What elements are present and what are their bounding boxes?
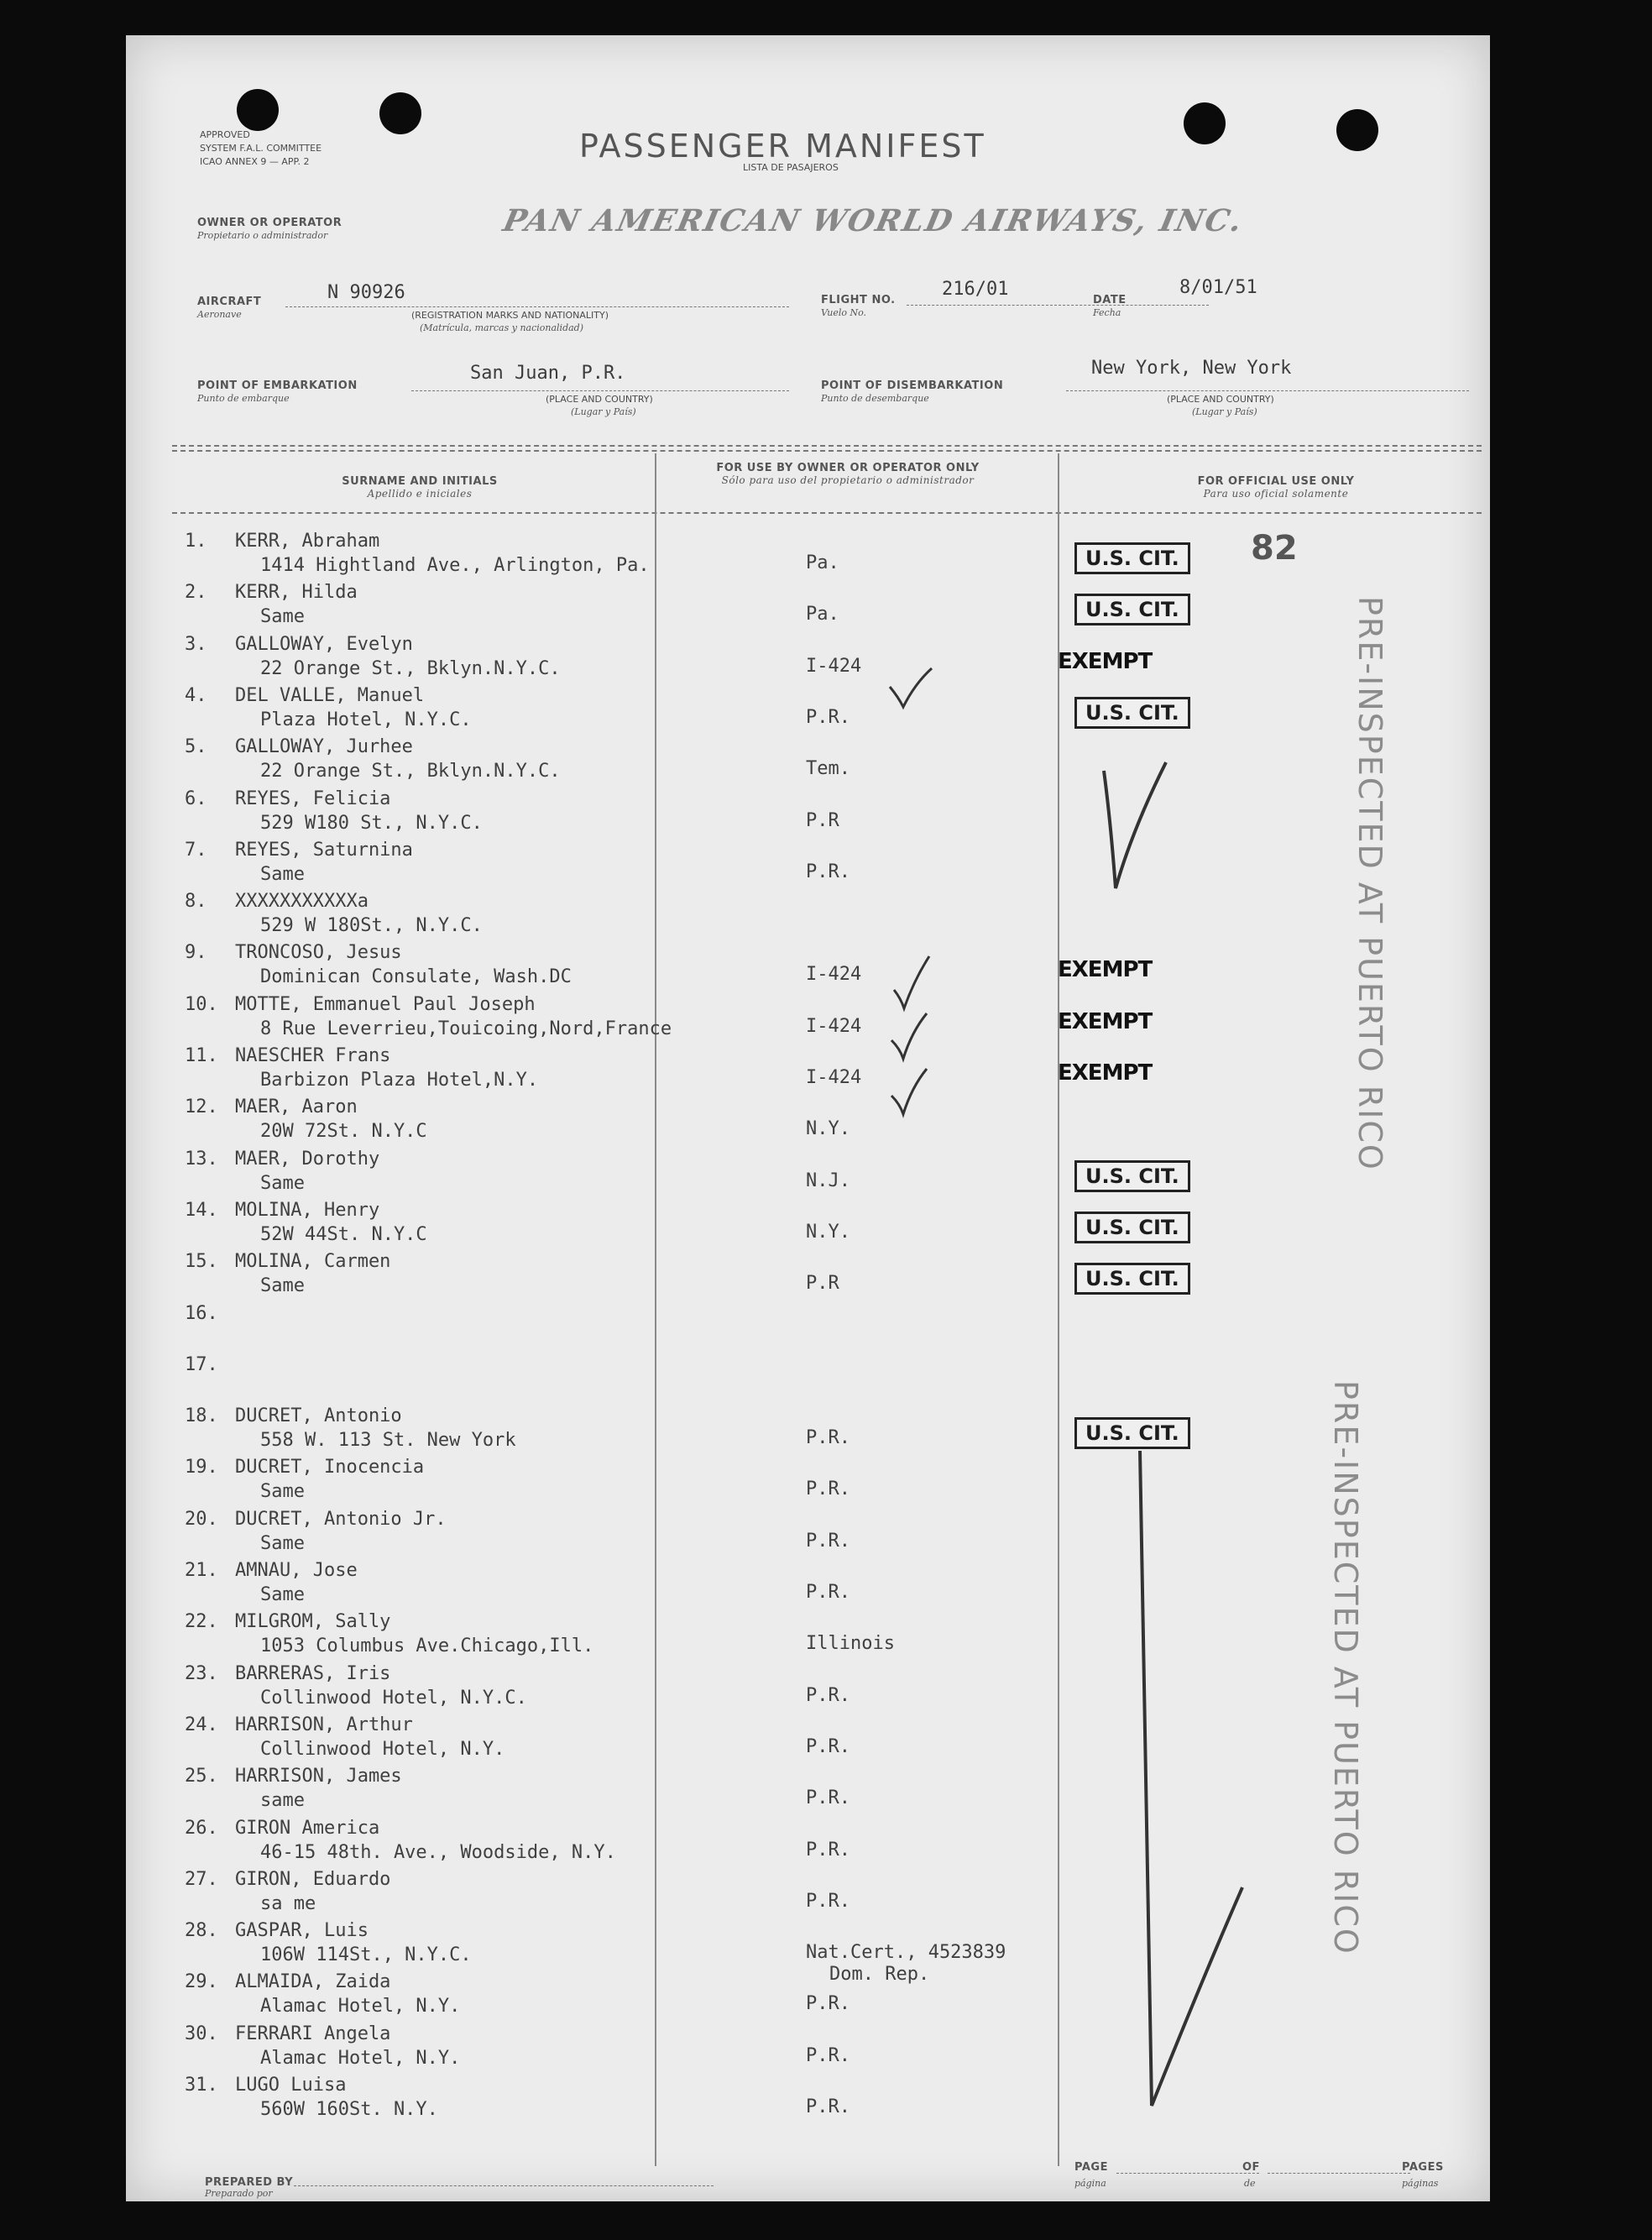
embark-label: POINT OF EMBARKATION: [197, 379, 358, 392]
of-label-es: de: [1244, 2178, 1256, 2189]
passenger-address: 8 Rue Leverrieu,Touicoing,Nord,France: [260, 1018, 672, 1039]
passenger-address: 558 W. 113 St. New York: [260, 1430, 516, 1452]
manifest-sheet: [126, 35, 1490, 2201]
row-number: 22.: [185, 1611, 218, 1633]
passenger-address: 22 Orange St., Bklyn.N.Y.C.: [260, 657, 561, 679]
passenger-name: DUCRET, Antonio: [235, 1405, 402, 1427]
prepared-label: PREPARED BY: [205, 2176, 294, 2189]
disembark-value: New York, New York: [1091, 358, 1292, 379]
operator-note: P.R.: [806, 1993, 850, 2015]
passenger-name: TRONCOSO, Jesus: [235, 942, 402, 964]
disembark-label-es: Punto de desembarque: [821, 393, 929, 404]
operator-note: P.R.: [806, 1890, 850, 1912]
passenger-name: GASPAR, Luis: [235, 1920, 369, 1942]
embark-label-es: Punto de embarque: [197, 393, 290, 404]
operator-note: N.Y.: [806, 1118, 850, 1140]
row-number: 27.: [185, 1868, 218, 1890]
passenger-address: Alamac Hotel, N.Y.: [260, 1996, 461, 2018]
row-number: 30.: [185, 2023, 218, 2044]
embark-place-caption: (PLACE AND COUNTRY): [546, 394, 653, 405]
row-number: 29.: [185, 1971, 218, 1993]
passenger-address: Same: [260, 1481, 305, 1503]
passenger-address: 1053 Columbus Ave.Chicago,Ill.: [260, 1636, 594, 1657]
passenger-address: sa me: [260, 1892, 316, 1914]
passenger-name: HARRISON, Arthur: [235, 1714, 413, 1735]
operator-note: Nat.Cert., 4523839: [806, 1942, 1006, 1964]
row-number: 25.: [185, 1766, 218, 1787]
row-number: 21.: [185, 1560, 218, 1581]
disembark-label: POINT OF DISEMBARKATION: [821, 379, 1004, 392]
passenger-name: DEL VALLE, Manuel: [235, 684, 425, 706]
pre-inspected-stamp-bottom: PRE-INSPECTED AT PUERTO RICO: [1327, 1380, 1364, 1955]
row-number: 6.: [185, 788, 207, 809]
row-number: 17.: [185, 1353, 218, 1375]
registration-caption: (REGISTRATION MARKS AND NATIONALITY): [411, 310, 609, 321]
row-number: 24.: [185, 1714, 218, 1735]
pages-label-es: páginas: [1402, 2178, 1439, 2189]
operator-note: P.R.: [806, 861, 850, 882]
passenger-name: MOLINA, Carmen: [235, 1251, 391, 1273]
operator-note: N.Y.: [806, 1221, 850, 1243]
operator-note: P.R.: [806, 2096, 850, 2117]
date-label: DATE: [1093, 294, 1127, 306]
us-citizen-stamp: U.S. CIT.: [1074, 1160, 1190, 1192]
aircraft-value: N 90926: [327, 282, 405, 303]
approval-line-1: APPROVED: [200, 129, 250, 140]
passenger-name: GALLOWAY, Jurhee: [235, 736, 413, 758]
passenger-address: Alamac Hotel, N.Y.: [260, 2047, 461, 2069]
row-number: 11.: [185, 1045, 218, 1066]
passenger-name: KERR, Hilda: [235, 582, 358, 604]
approval-line-3: ICAO ANNEX 9 — APP. 2: [200, 156, 310, 167]
operator-note: Tem.: [806, 758, 850, 780]
operator-note: P.R.: [806, 1787, 850, 1809]
passenger-name: MOLINA, Henry: [235, 1199, 380, 1221]
disembark-place-caption-es: (Lugar y País): [1192, 406, 1257, 417]
form-title: PASSENGER MANIFEST: [579, 128, 986, 165]
row-number: 14.: [185, 1199, 218, 1221]
exempt-stamp: EXEMPT: [1058, 1008, 1153, 1034]
passenger-name: DUCRET, Antonio Jr.: [235, 1508, 447, 1530]
aircraft-label-es: Aeronave: [197, 309, 242, 320]
passenger-address: Same: [260, 1584, 305, 1605]
passenger-address: Same: [260, 1275, 305, 1297]
operator-note: P.R: [806, 1273, 839, 1295]
us-citizen-stamp: U.S. CIT.: [1074, 594, 1190, 625]
passenger-name: REYES, Saturnina: [235, 839, 413, 861]
col3-header: FOR OFFICIAL USE ONLY Para uso oficial solamente: [1197, 475, 1355, 500]
row-number: 20.: [185, 1508, 218, 1530]
exempt-stamp: EXEMPT: [1058, 957, 1153, 983]
passenger-name: KERR, Abraham: [235, 531, 380, 552]
passenger-address: 22 Orange St., Bklyn.N.Y.C.: [260, 761, 561, 782]
col2-header: FOR USE BY OWNER OR OPERATOR ONLY Sólo para uso del propietario o administrador: [716, 462, 980, 486]
passenger-address: 52W 44St. N.Y.C: [260, 1223, 427, 1245]
passenger-name: MAER, Aaron: [235, 1096, 358, 1118]
passenger-address: 529 W180 St., N.Y.C.: [260, 812, 483, 834]
row-number: 18.: [185, 1405, 218, 1427]
pages-label: PAGES: [1402, 2161, 1444, 2174]
owner-value: PAN AMERICAN WORLD AIRWAYS, INC.: [499, 203, 1247, 238]
row-number: 5.: [185, 736, 207, 758]
col1-header: SURNAME AND INITIALS Apellido e iniciales: [342, 475, 498, 500]
approval-line-2: SYSTEM F.A.L. COMMITTEE: [200, 143, 322, 154]
registration-caption-es: (Matrícula, marcas y nacionalidad): [420, 322, 583, 333]
operator-note: P.R.: [806, 1735, 850, 1757]
row-number: 15.: [185, 1251, 218, 1273]
operator-note-2: Dom. Rep.: [829, 1964, 930, 1986]
disembark-place-caption: (PLACE AND COUNTRY): [1167, 394, 1274, 405]
passenger-address: Barbizon Plaza Hotel,N.Y.: [260, 1070, 539, 1091]
flight-label-es: Vuelo No.: [821, 307, 867, 318]
passenger-address: Collinwood Hotel, N.Y.C.: [260, 1687, 527, 1709]
operator-note: Illinois: [806, 1633, 895, 1655]
passenger-name: GIRON America: [235, 1817, 380, 1839]
row-number: 23.: [185, 1662, 218, 1684]
passenger-name: MOTTE, Emmanuel Paul Joseph: [235, 993, 536, 1015]
owner-label: OWNER OR OPERATOR: [197, 217, 342, 229]
form-title-es: LISTA DE PASAJEROS: [743, 162, 839, 173]
operator-note: I-424: [806, 964, 862, 986]
us-citizen-stamp: U.S. CIT.: [1074, 1417, 1190, 1449]
row-number: 9.: [185, 942, 207, 964]
row-number: 12.: [185, 1096, 218, 1118]
us-citizen-stamp: U.S. CIT.: [1074, 1212, 1190, 1243]
operator-note: P.R.: [806, 1427, 850, 1449]
passenger-address: Same: [260, 1172, 305, 1194]
pen-marks: [126, 35, 1490, 2201]
passenger-name: BARRERAS, Iris: [235, 1662, 391, 1684]
passenger-count: 82: [1251, 529, 1298, 568]
passenger-name: MAER, Dorothy: [235, 1148, 380, 1170]
passenger-address: Collinwood Hotel, N.Y.: [260, 1738, 505, 1760]
passenger-address: 20W 72St. N.Y.C: [260, 1121, 427, 1143]
row-number: 1.: [185, 531, 207, 552]
passenger-name: XXXXXXXXXXXa: [235, 891, 369, 913]
operator-note: P.R.: [806, 1530, 850, 1552]
date-label-es: Fecha: [1093, 307, 1121, 318]
row-number: 19.: [185, 1457, 218, 1479]
passenger-name: MILGROM, Sally: [235, 1611, 391, 1633]
operator-note: P.R.: [806, 1839, 850, 1861]
operator-note: I-424: [806, 1067, 862, 1088]
passenger-address: 1414 Hightland Ave., Arlington, Pa.: [260, 555, 650, 576]
operator-note: P.R.: [806, 1582, 850, 1603]
row-number: 31.: [185, 2075, 218, 2096]
operator-note: N.J.: [806, 1170, 850, 1191]
row-number: 16.: [185, 1302, 218, 1324]
passenger-address: Same: [260, 1532, 305, 1554]
passenger-address: same: [260, 1790, 305, 1812]
exempt-stamp: EXEMPT: [1058, 648, 1153, 674]
row-number: 10.: [185, 993, 218, 1015]
passenger-address: 106W 114St., N.Y.C.: [260, 1944, 472, 1966]
row-number: 4.: [185, 684, 207, 706]
passenger-address: Dominican Consulate, Wash.DC: [260, 966, 572, 988]
operator-note: Pa.: [806, 552, 839, 573]
pre-inspected-stamp-top: PRE-INSPECTED AT PUERTO RICO: [1351, 596, 1388, 1171]
date-value: 8/01/51: [1179, 277, 1257, 298]
operator-note: Pa.: [806, 604, 839, 625]
passenger-address: 46-15 48th. Ave., Woodside, N.Y.: [260, 1841, 616, 1863]
passenger-name: GIRON, Eduardo: [235, 1868, 391, 1890]
passenger-name: DUCRET, Inocencia: [235, 1457, 425, 1479]
row-number: 7.: [185, 839, 207, 861]
operator-note: P.R.: [806, 1479, 850, 1500]
row-number: 28.: [185, 1920, 218, 1942]
us-citizen-stamp: U.S. CIT.: [1074, 542, 1190, 574]
passenger-address: Same: [260, 606, 305, 628]
passenger-address: Same: [260, 863, 305, 885]
operator-note: P.R.: [806, 1684, 850, 1706]
row-number: 13.: [185, 1148, 218, 1170]
operator-note: P.R: [806, 809, 839, 831]
us-citizen-stamp: U.S. CIT.: [1074, 1263, 1190, 1295]
passenger-name: LUGO Luisa: [235, 2075, 347, 2096]
passenger-name: REYES, Felicia: [235, 788, 391, 809]
passenger-address: 560W 160St. N.Y.: [260, 2099, 438, 2120]
passenger-address: Plaza Hotel, N.Y.C.: [260, 709, 472, 730]
page-label-es: página: [1074, 2178, 1106, 2189]
operator-note: I-424: [806, 1015, 862, 1037]
passenger-name: ALMAIDA, Zaida: [235, 1971, 391, 1993]
prepared-label-es: Preparado por: [205, 2188, 273, 2199]
operator-note: I-424: [806, 655, 862, 677]
passenger-name: NAESCHER Frans: [235, 1045, 391, 1066]
row-number: 2.: [185, 582, 207, 604]
embark-value: San Juan, P.R.: [470, 363, 626, 384]
embark-place-caption-es: (Lugar y País): [571, 406, 636, 417]
us-citizen-stamp: U.S. CIT.: [1074, 697, 1190, 729]
page-label: PAGE: [1074, 2161, 1108, 2174]
passenger-name: FERRARI Angela: [235, 2023, 391, 2044]
owner-label-es: Propietario o administrador: [197, 230, 328, 241]
row-number: 3.: [185, 633, 207, 655]
operator-note: P.R.: [806, 2044, 850, 2066]
row-number: 26.: [185, 1817, 218, 1839]
flight-value: 216/01: [942, 279, 1009, 300]
exempt-stamp: EXEMPT: [1058, 1060, 1153, 1086]
passenger-name: HARRISON, James: [235, 1766, 402, 1787]
passenger-address: 529 W 180St., N.Y.C.: [260, 915, 483, 937]
of-label: OF: [1242, 2161, 1260, 2174]
passenger-name: AMNAU, Jose: [235, 1560, 358, 1581]
aircraft-label: AIRCRAFT: [197, 296, 262, 308]
operator-note: P.R.: [806, 706, 850, 728]
row-number: 8.: [185, 891, 207, 913]
flight-label: FLIGHT NO.: [821, 294, 896, 306]
passenger-name: GALLOWAY, Evelyn: [235, 633, 413, 655]
